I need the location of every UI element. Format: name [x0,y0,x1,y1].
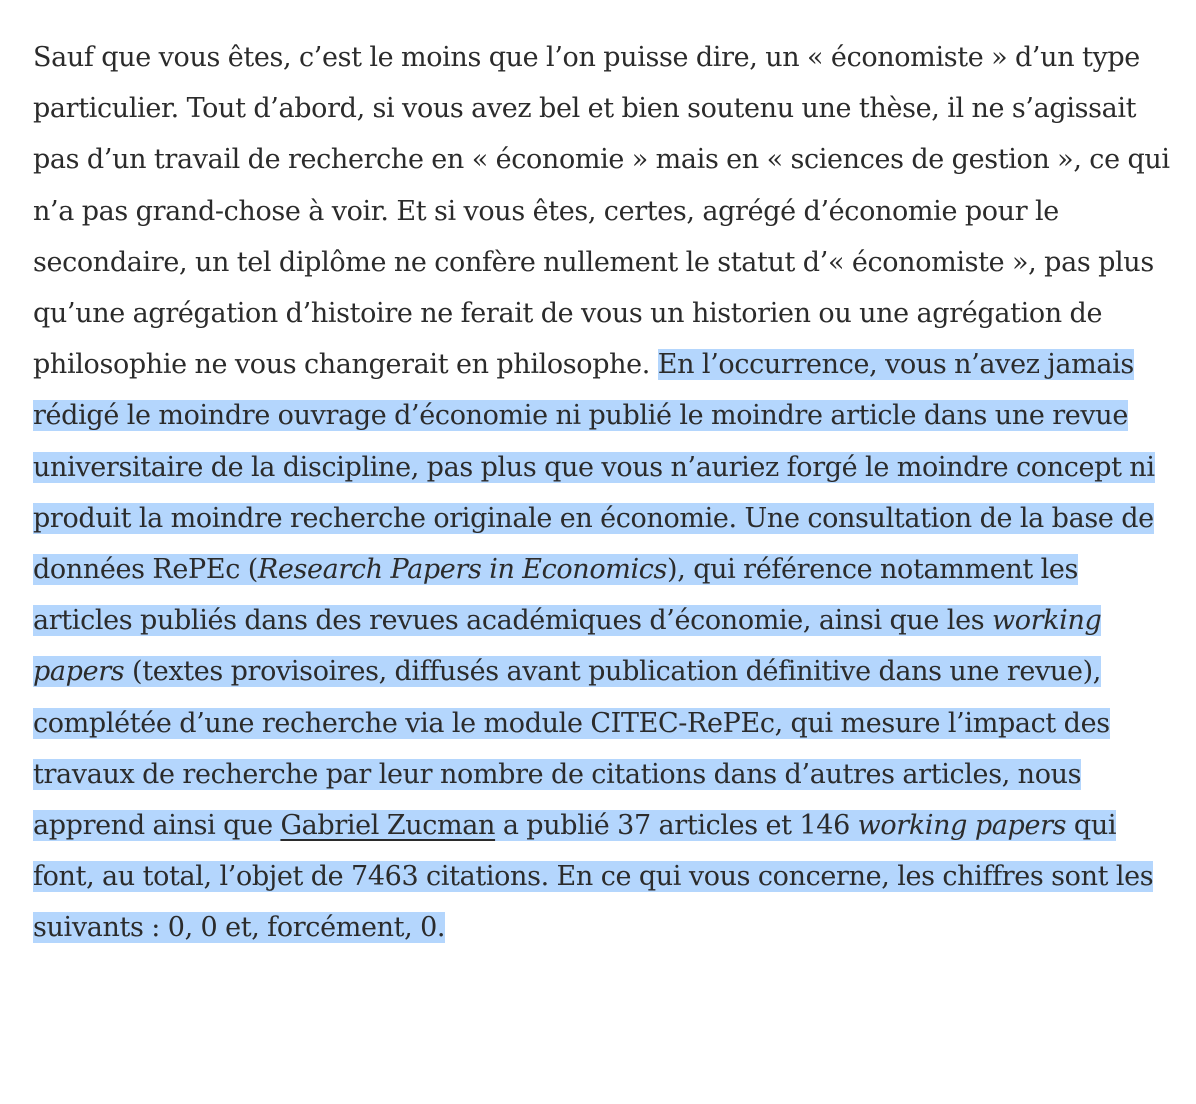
repec-title-italic: Research Papers in Economics [257,554,668,586]
working-papers-italic: working papers [33,605,1102,688]
selected-text-part-5: qui font, au total, l’objet de 7463 citations. En ce qui vous concerne, les chiffres sont les suivants : 0, 0 et, forcément, 0. [33,810,1154,944]
article-paragraph [33,32,1173,954]
selected-text [33,349,1155,943]
selected-text-part-3: (textes provisoires, diffusés avant publication définitive dans une revue), complétée d’une recherche via le module CITEC-RePEc, qui mesure l’impact des travaux de recherche par leur nombre de citations dans d’autres articles, nous apprend ainsi que [33,656,1110,842]
selected-text-part-4: a publié 37 articles et 146 [495,810,858,842]
working-papers-italic-2: working papers [857,810,1067,842]
selected-text-part-2: ), qui référence notamment les articles publiés dans des revues académiques d’économie, ainsi que les [33,554,1079,637]
selected-text-part-1: En l’occurrence, vous n’avez jamais rédigé le moindre ouvrage d’économie ni publié le moindre article dans une revue universitaire de la discipline, pas plus que vous n’auriez forgé le moindre concept ni produit la moindre recherche originale en économie. Une consultation de la base de données RePEc ( [33,349,1155,586]
gabriel-zucman-link[interactable]: Gabriel Zucman [280,810,496,842]
paragraph-intro-text: Sauf que vous êtes, c’est le moins que l’on puisse dire, un « économiste » d’un type particulier. Tout d’abord, si vous avez bel et bien soutenu une thèse, il ne s’agissait pas d’un travail de recherche en « économie » mais en « sciences de gestion », ce qui n’a pas grand-chose à voir. Et si vous êtes, certes, agrégé d’économie pour le secondaire, un tel diplôme ne confère nullement le statut d’« économiste », pas plus qu’une agrégation d’histoire ne ferait de vous un historien ou une agrégation de philosophie ne vous changerait en philosophe. [33,42,1170,381]
